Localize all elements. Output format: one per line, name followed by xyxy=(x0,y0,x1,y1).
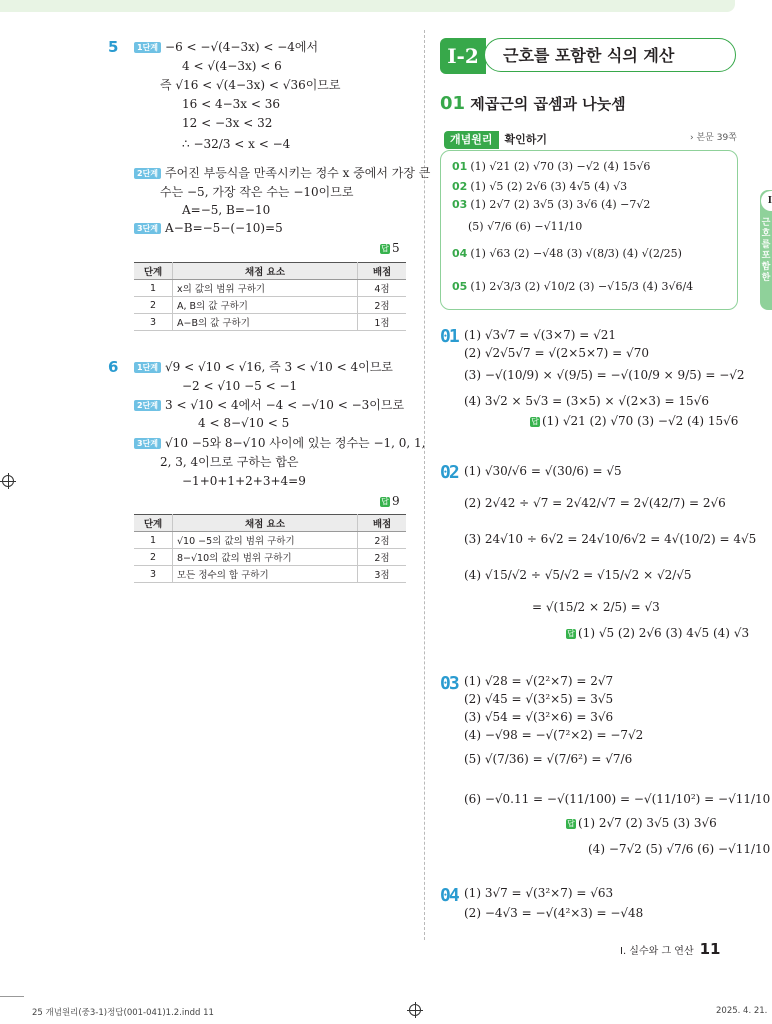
print-slug-date: 2025. 4. 21. xyxy=(716,1006,768,1016)
solution-line: (4) −√98 = −√(7²×2) = −7√2 xyxy=(464,728,644,742)
solution-text: √10 −5와 8−√10 사이에 있는 정수는 −1, 0, 1, xyxy=(165,436,426,450)
solution-text: ∴ −32/3 < x < −4 xyxy=(182,137,291,151)
side-tab-number: I xyxy=(760,190,772,212)
solution-line: (3) −√(10/9) × √(9/5) = −√(10/9 × 9/5) = −√2 xyxy=(464,368,745,382)
answer-value: (1) √21 (2) √70 (3) −√2 (4) 15√6 xyxy=(542,414,739,428)
check-text: (1) 2√3/3 (2) √10/2 (3) −√15/3 (4) 3√6/4 xyxy=(470,280,694,293)
solution-line: (1) √28 = √(2²×7) = 2√7 xyxy=(464,674,614,688)
page-reference-text: 본문 39쪽 xyxy=(696,133,737,143)
problem-5-score-table xyxy=(134,262,406,331)
side-tab-text: 근호를 포함한 xyxy=(761,218,771,283)
registration-mark-icon xyxy=(2,475,14,487)
table-cell: 2점 xyxy=(358,297,407,314)
page-footer xyxy=(620,940,721,958)
check-line xyxy=(452,160,650,174)
step-badge: 2단계 xyxy=(134,168,161,179)
table-cell: A, B의 값 구하기 xyxy=(173,297,358,314)
problem-6-score-table xyxy=(134,514,406,583)
table-row xyxy=(134,297,406,314)
solution-line: (1) √3√7 = √(3×7) = √21 xyxy=(464,328,616,342)
question-03-number: 03 xyxy=(440,673,458,694)
table-cell: 2 xyxy=(134,297,173,314)
check-text: (5) √7/6 (6) −√11/10 xyxy=(468,220,583,233)
check-number: 01 xyxy=(452,160,468,173)
solution-text: √9 < √10 < √16, 즉 3 < √10 < 4이므로 xyxy=(165,360,393,374)
answer-mark-icon: 답 xyxy=(567,629,575,638)
subsection-number: 01 xyxy=(440,93,466,114)
table-cell: 1 xyxy=(134,280,173,297)
check-text: (1) 2√7 (2) 3√5 (3) 3√6 (4) −7√2 xyxy=(470,198,651,211)
problem-5-number: 5 xyxy=(108,38,119,56)
table-header: 단계 xyxy=(134,515,173,532)
question-02-number: 02 xyxy=(440,462,458,483)
solution-line xyxy=(182,137,290,152)
solution-line xyxy=(134,360,393,375)
table-cell: √10 −5의 값의 범위 구하기 xyxy=(173,532,358,549)
page-number: 11 xyxy=(699,940,721,958)
solution-line: (3) √54 = √(3²×6) = 3√6 xyxy=(464,710,614,724)
solution-text: 3 < √10 < 4에서 −4 < −√10 < −3이므로 xyxy=(165,398,405,412)
solution-line: (6) −√0.11 = −√(11/100) = −√(11/10²) = −√11/10 xyxy=(464,792,771,806)
table-cell: 8−√10의 값의 범위 구하기 xyxy=(173,549,358,566)
question-03-answer-2: (4) −7√2 (5) √7/6 (6) −√11/10 xyxy=(588,842,771,856)
table-row xyxy=(134,566,406,583)
table-cell: x의 값의 범위 구하기 xyxy=(173,280,358,297)
check-label: 확인하기 xyxy=(504,133,548,146)
solution-line xyxy=(134,40,318,55)
check-number: 03 xyxy=(452,198,468,211)
table-header: 채점 요소 xyxy=(173,515,358,532)
solution-line xyxy=(182,97,280,112)
step-badge: 1단계 xyxy=(134,362,161,373)
question-01-number: 01 xyxy=(440,326,458,347)
table-header: 채점 요소 xyxy=(173,263,358,280)
solution-line xyxy=(160,455,299,470)
solution-text: −1+0+1+2+3+4=9 xyxy=(182,474,306,488)
solution-line xyxy=(134,398,404,413)
step-badge: 3단계 xyxy=(134,223,161,234)
solution-text: A=−5, B=−10 xyxy=(182,203,271,217)
problem-5-answer xyxy=(380,241,400,255)
solution-text: 4 < 8−√10 < 5 xyxy=(198,416,290,430)
question-01-answer xyxy=(530,414,738,428)
table-row xyxy=(134,314,406,331)
page-reference xyxy=(690,130,737,143)
step-badge: 1단계 xyxy=(134,42,161,53)
table-cell: 4점 xyxy=(358,280,407,297)
answer-value: (1) 2√7 (2) 3√5 (3) 3√6 xyxy=(578,816,717,830)
question-03-answer-1 xyxy=(566,816,717,830)
registration-mark-icon xyxy=(409,1004,421,1016)
question-04-number: 04 xyxy=(440,885,458,906)
check-text: (1) √5 (2) 2√6 (3) 4√5 (4) √3 xyxy=(470,180,628,193)
solution-line xyxy=(182,379,297,394)
concept-label: 개념원리 xyxy=(444,131,499,149)
answer-mark-icon: 답 xyxy=(381,497,389,506)
check-text: (1) √63 (2) −√48 (3) √(8/3) (4) √(2/25) xyxy=(470,247,682,260)
solution-line xyxy=(182,116,272,131)
table-cell: 2 xyxy=(134,549,173,566)
table-cell: 3 xyxy=(134,314,173,331)
solution-text: A−B=−5−(−10)=5 xyxy=(165,221,283,235)
answer-value: (1) √5 (2) 2√6 (3) 4√5 (4) √3 xyxy=(578,626,750,640)
solution-line xyxy=(182,59,282,74)
solution-line xyxy=(134,221,283,236)
solution-text: −6 < −√(4−3x) < −4에서 xyxy=(165,40,319,54)
problem-6-answer xyxy=(380,494,400,508)
table-row xyxy=(134,280,406,297)
solution-line: (2) √2√5√7 = √(2×5×7) = √70 xyxy=(464,346,649,360)
solution-text: 주어진 부등식을 만족시키는 정수 x 중에서 가장 큰 xyxy=(165,166,431,180)
section-badge: I-2 xyxy=(440,38,486,74)
solution-text: 2, 3, 4이므로 구하는 합은 xyxy=(160,455,299,469)
solution-line: (1) √30/√6 = √(30/6) = √5 xyxy=(464,464,622,478)
footer-chapter: I. 실수와 그 연산 xyxy=(620,946,694,957)
solution-line: (2) 2√42 ÷ √7 = 2√42/√7 = 2√(42/7) = 2√6 xyxy=(464,496,726,510)
solution-line xyxy=(134,166,430,181)
check-text: (1) √21 (2) √70 (3) −√2 (4) 15√6 xyxy=(470,160,651,173)
table-row xyxy=(134,532,406,549)
subsection-title: 제곱근의 곱셈과 나눗셈 xyxy=(470,95,626,113)
table-header: 단계 xyxy=(134,263,173,280)
answer-value: 9 xyxy=(392,494,400,508)
table-cell: A−B의 값 구하기 xyxy=(173,314,358,331)
top-color-band xyxy=(0,0,735,12)
subsection-heading xyxy=(440,93,626,114)
arrow-right-icon: › xyxy=(690,133,694,143)
table-cell: 3점 xyxy=(358,566,407,583)
table-header: 배점 xyxy=(358,263,407,280)
check-line xyxy=(452,247,682,261)
solution-line xyxy=(160,78,340,93)
concept-check-label xyxy=(444,131,553,149)
check-number: 05 xyxy=(452,280,468,293)
solution-line: (2) √45 = √(3²×5) = 3√5 xyxy=(464,692,614,706)
table-cell: 1점 xyxy=(358,314,407,331)
solution-line: = √(15/2 × 2/5) = √3 xyxy=(532,600,660,614)
solution-text: 16 < 4−3x < 36 xyxy=(182,97,280,111)
solution-line: (5) √(7/36) = √(7/6²) = √7/6 xyxy=(464,752,633,766)
solution-line xyxy=(134,436,426,451)
solution-line: (3) 24√10 ÷ 6√2 = 24√10/6√2 = 4√(10/2) = 4√5 xyxy=(464,532,757,546)
solution-line: (1) 3√7 = √(3²×7) = √63 xyxy=(464,886,614,900)
check-number: 02 xyxy=(452,180,468,193)
answer-mark-icon: 답 xyxy=(567,819,575,828)
answer-mark-icon: 답 xyxy=(531,417,539,426)
solution-line: (4) 3√2 × 5√3 = (3×5) × √(2×3) = 15√6 xyxy=(464,394,709,408)
check-line xyxy=(468,220,582,234)
print-slug-file: 25 개념원리(중3-1)정답(001-041)1.2.indd 11 xyxy=(32,1008,214,1018)
solution-line: (2) −4√3 = −√(4²×3) = −√48 xyxy=(464,906,644,920)
table-header: 배점 xyxy=(358,515,407,532)
solution-line xyxy=(182,203,270,218)
solution-line xyxy=(182,474,306,489)
check-line xyxy=(452,198,650,212)
solution-text: 4 < √(4−3x) < 6 xyxy=(182,59,282,73)
table-cell: 모든 정수의 합 구하기 xyxy=(173,566,358,583)
check-line xyxy=(452,280,693,294)
check-number: 04 xyxy=(452,247,468,260)
solution-text: 수는 −5, 가장 작은 수는 −10이므로 xyxy=(160,185,354,199)
section-title: 근호를 포함한 식의 계산 xyxy=(484,38,736,72)
solution-line xyxy=(198,416,289,431)
table-row xyxy=(134,549,406,566)
solution-text: −2 < √10 −5 < −1 xyxy=(182,379,298,393)
step-badge: 3단계 xyxy=(134,438,161,449)
table-cell: 2점 xyxy=(358,532,407,549)
solution-line: (4) √15/√2 ÷ √5/√2 = √15/√2 × √2/√5 xyxy=(464,568,692,582)
solution-text: 12 < −3x < 32 xyxy=(182,116,273,130)
question-02-answer xyxy=(566,626,749,640)
table-cell: 2점 xyxy=(358,549,407,566)
answer-value: 5 xyxy=(392,241,400,255)
step-badge: 2단계 xyxy=(134,400,161,411)
table-cell: 3 xyxy=(134,566,173,583)
solution-line xyxy=(160,185,353,200)
crop-mark xyxy=(0,996,24,997)
solution-text: 즉 √16 < √(4−3x) < √36이므로 xyxy=(160,78,341,92)
answer-mark-icon: 답 xyxy=(381,244,389,253)
check-line xyxy=(452,180,627,194)
table-cell: 1 xyxy=(134,532,173,549)
problem-6-number: 6 xyxy=(108,358,119,376)
